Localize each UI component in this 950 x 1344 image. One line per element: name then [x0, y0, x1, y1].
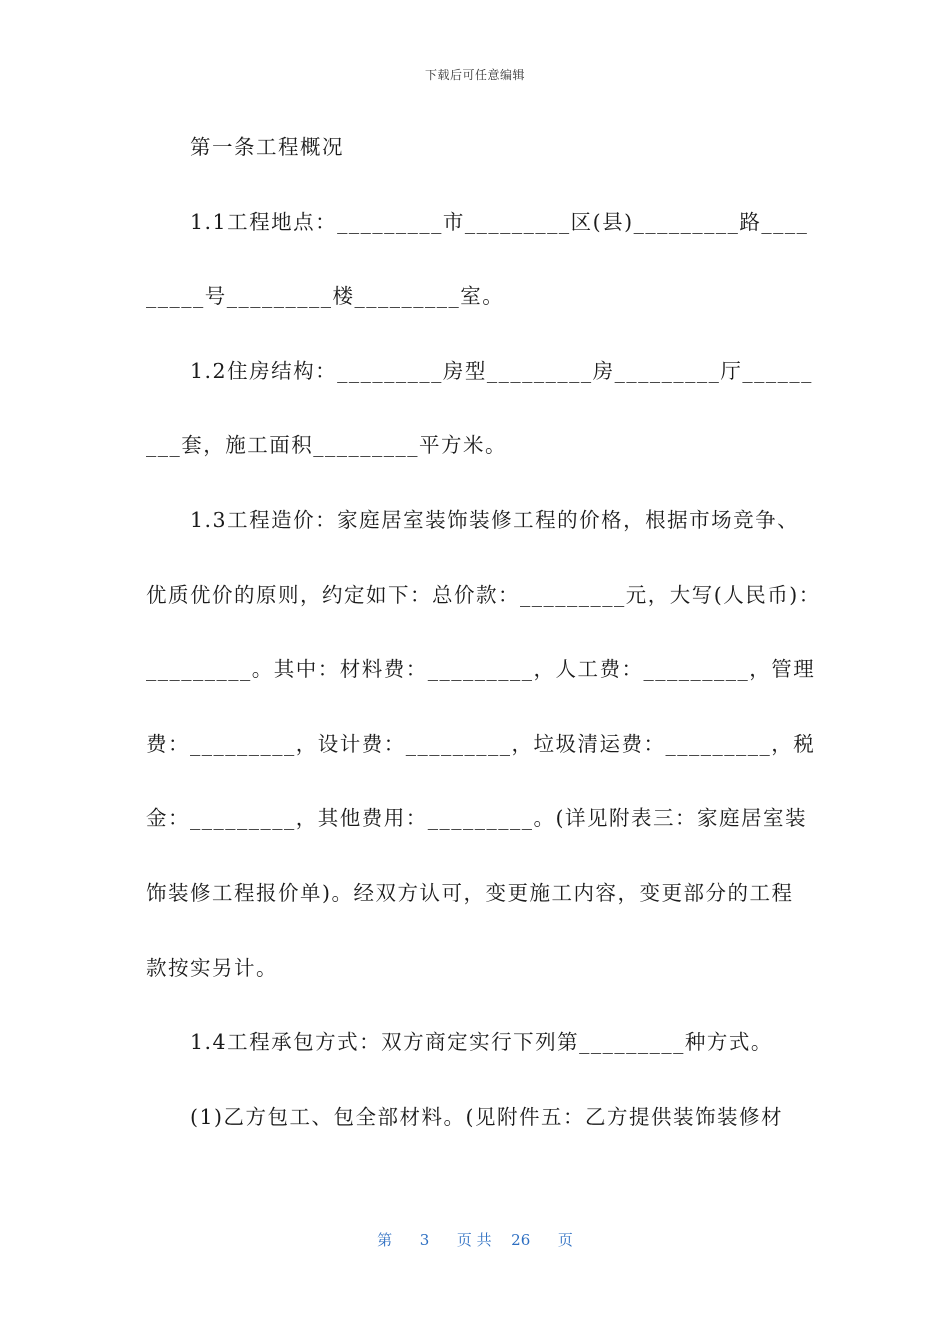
section-title: 第一条工程概况: [190, 135, 344, 159]
page-header: 下载后可任意编辑: [424, 68, 525, 82]
paragraph-line: 款按实另计。: [146, 955, 278, 980]
footer-middle: 页 共: [456, 1231, 492, 1249]
paragraph-line: _____号_________楼_________室。: [146, 284, 505, 309]
paragraph-line: 1.1工程地点：_________市_________区(县)_________路____: [190, 209, 809, 234]
total-pages-number: 26: [511, 1231, 531, 1249]
footer-prefix: 第: [377, 1231, 393, 1249]
current-page-number: 3: [419, 1231, 430, 1249]
paragraph-line: (1)乙方包工、包全部材料。(见附件五：乙方提供装饰装修材: [190, 1104, 784, 1129]
footer-suffix: 页: [557, 1231, 573, 1249]
paragraph-line: 费：_________，设计费：_________，垃圾清运费：_________，税: [146, 731, 816, 756]
paragraph-line: ___套，施工面积_________平方米。: [146, 433, 507, 458]
page-footer: [0, 1229, 950, 1250]
document-body: [146, 130, 821, 1174]
paragraph-line: 优质优价的原则，约定如下：总价款：_________元，大写(人民币)：: [146, 582, 821, 607]
paragraph-line: 1.4工程承包方式：双方商定实行下列第_________种方式。: [190, 1030, 773, 1055]
paragraph-line: 1.3工程造价：家庭居室装饰装修工程的价格，根据市场竞争、: [190, 507, 800, 532]
paragraph-line: _________。其中：材料费：_________，人工费：_________，管理: [146, 657, 816, 682]
paragraph-line: 金：_________，其他费用：_________。(详见附表三：家庭居室装: [146, 806, 807, 831]
paragraph-line: 饰装修工程报价单)。经双方认可，变更施工内容，变更部分的工程: [146, 880, 794, 905]
paragraph-line: 1.2住房结构：_________房型_________房_________厅______: [190, 358, 813, 383]
